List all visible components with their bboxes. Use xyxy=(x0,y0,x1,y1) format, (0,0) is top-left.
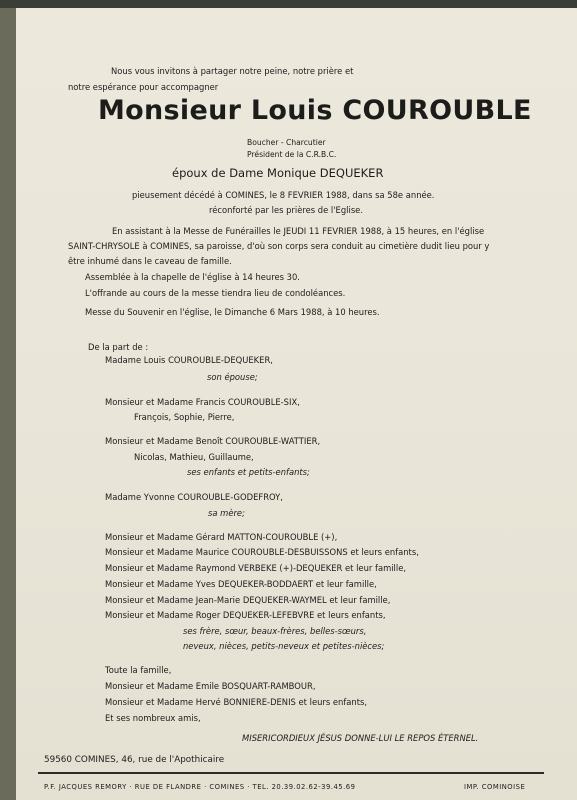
family-line: Monsieur et Madame Raymond VERBEKE (+)-DEQUEKER et leur famille, xyxy=(105,563,407,573)
intro-line-1: Nous vous invitons à partager notre peine, notre prière et xyxy=(111,66,354,76)
family-children: François, Sophie, Pierre, xyxy=(134,412,235,422)
memorial-card xyxy=(16,8,577,800)
family-relation: sa mère; xyxy=(208,508,245,518)
family-children: Nicolas, Mathieu, Guillaume, xyxy=(134,452,254,462)
spouse-line: époux de Dame Monique DEQUEKER xyxy=(172,166,384,180)
death-line: pieusement décédé à COMINES, le 8 FEVRIER 1988, dans sa 58e année. xyxy=(132,190,435,200)
assembly-line: Assemblée à la chapelle de l'église à 14 heures 30. xyxy=(85,272,300,282)
funeral-home: P.F. JACQUES REMORY · RUE DE FLANDRE · COMINES · TEL. 20.39.02.62-39.45.69 xyxy=(44,783,356,791)
left-border xyxy=(0,8,16,800)
family-line: Monsieur et Madame Benoît COUROUBLE-WATTIER, xyxy=(105,436,321,446)
funeral-line-3: être inhumé dans le caveau de famille. xyxy=(68,256,232,266)
family-relation: ses enfants et petits-enfants; xyxy=(187,467,310,477)
profession: Boucher - Charcutier xyxy=(247,138,326,147)
family-line: Toute la famille, xyxy=(105,665,172,675)
family-line: Monsieur et Madame Gérard MATTON-COUROUBLE (+), xyxy=(105,532,338,542)
family-line: Madame Louis COUROUBLE-DEQUEKER, xyxy=(105,355,273,365)
family-line: Monsieur et Madame Jean-Marie DEQUEKER-WAYMEL et leur famille, xyxy=(105,595,391,605)
printer: IMP. COMINOISE xyxy=(464,783,526,791)
family-line: Monsieur et Madame Hervé BONNIERE-DENIS et leurs enfants, xyxy=(105,697,368,707)
family-line: Monsieur et Madame Francis COUROUBLE-SIX, xyxy=(105,397,300,407)
footer-rule xyxy=(38,772,544,774)
family-relation: son épouse; xyxy=(207,372,258,382)
closing-prayer: MISERICORDIEUX JÉSUS DONNE-LUI LE REPOS ÉTERNEL. xyxy=(242,733,479,743)
memorial-mass-line: Messe du Souvenir en l'église, le Dimanche 6 Mars 1988, à 10 heures. xyxy=(85,307,380,317)
offering-line: L'offrande au cours de la messe tiendra lieu de condoléances. xyxy=(85,288,346,298)
president-title: Président de la C.R.B.C. xyxy=(247,150,337,159)
funeral-line-1: En assistant à la Messe de Funérailles le JEUDI 11 FEVRIER 1988, à 15 heures, en l'église xyxy=(112,226,485,236)
church-comfort-line: réconforté par les prières de l'Eglise. xyxy=(209,205,363,215)
intro-line-2: notre espérance pour accompagner xyxy=(68,82,219,92)
family-line: Monsieur et Madame Roger DEQUEKER-LEFEBVRE et leurs enfants, xyxy=(105,610,386,620)
family-relation: ses frère, sœur, beaux-frères, belles-sœurs, xyxy=(183,626,367,636)
family-line: Monsieur et Madame Yves DEQUEKER-BODDAERT et leur famille, xyxy=(105,579,377,589)
family-line: Et ses nombreux amis, xyxy=(105,713,201,723)
family-line: Madame Yvonne COUROUBLE-GODEFROY, xyxy=(105,492,283,502)
family-header: De la part de : xyxy=(88,342,149,352)
family-line: Monsieur et Madame Emile BOSQUART-RAMBOUR, xyxy=(105,681,316,691)
funeral-line-2: SAINT-CHRYSOLE à COMINES, sa paroisse, d'où son corps sera conduit au cimetière dudit lieu pour y xyxy=(68,241,490,251)
address: 59560 COMINES, 46, rue de l'Apothicaire xyxy=(44,755,225,765)
family-line: Monsieur et Madame Maurice COUROUBLE-DESBUISSONS et leurs enfants, xyxy=(105,547,419,557)
deceased-name: Monsieur Louis COUROUBLE xyxy=(98,95,532,126)
family-relation: neveux, nièces, petits-neveux et petites-nièces; xyxy=(183,641,385,651)
